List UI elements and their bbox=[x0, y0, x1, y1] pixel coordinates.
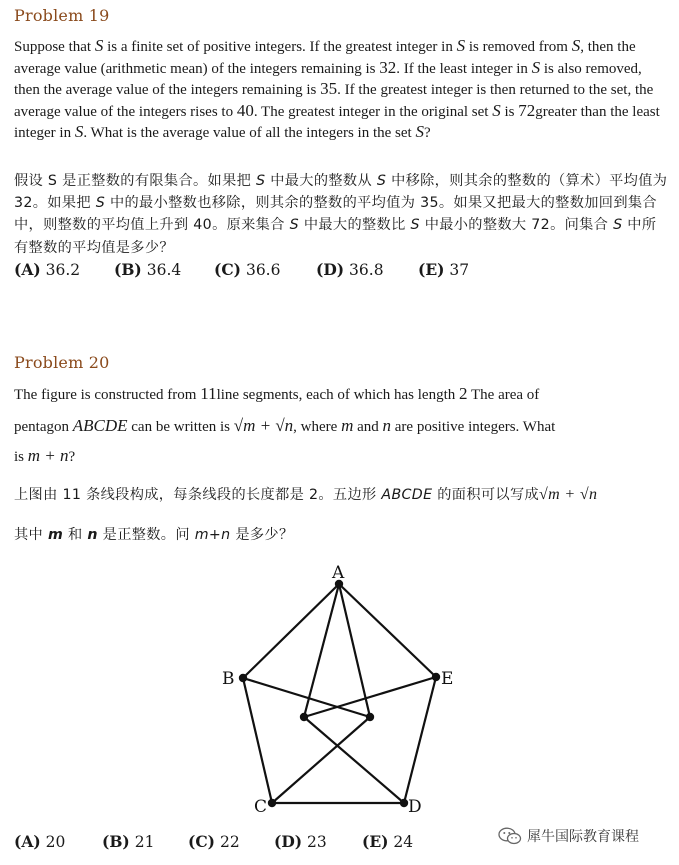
label-c: C bbox=[254, 797, 268, 817]
sqrt-expression: √m + √n bbox=[233, 416, 294, 435]
choice-e: (E) 37 bbox=[418, 260, 470, 279]
point-d bbox=[400, 799, 408, 807]
problem-20-english-line-1: The figure is constructed from 11line segments, each of which has length 2 The area of bbox=[14, 384, 540, 403]
point-b bbox=[239, 674, 247, 682]
segment-a-q bbox=[339, 584, 370, 717]
choice-e: (E) 24 bbox=[362, 832, 414, 851]
segment-bc bbox=[243, 678, 272, 803]
problem-20-english-line-3: is m + n? bbox=[14, 446, 76, 465]
choice-b: (B) 36.4 bbox=[114, 260, 182, 279]
problem-20-english-line-2: pentagon ABCDE can be written is √m + √n, where m and n are positive integers. What bbox=[14, 416, 556, 435]
problem-20-chinese-line-1: 上图由 11 条线段构成，每条线段的长度都是 2。五边形 ABCDE 的面积可以写成√m + √n bbox=[14, 486, 598, 503]
point-e bbox=[432, 673, 440, 681]
problem-20-answer-choices bbox=[14, 832, 413, 851]
point-c bbox=[268, 799, 276, 807]
problem-19-heading: Problem 19 bbox=[14, 6, 110, 25]
segment-ab bbox=[243, 584, 339, 678]
sqrt-expression-cn: √m + √n bbox=[539, 486, 598, 503]
choice-d: (D) 36.8 bbox=[316, 260, 384, 279]
label-a: A bbox=[332, 563, 345, 583]
inner-point-left bbox=[300, 713, 308, 721]
pentagon-figure bbox=[210, 560, 454, 820]
label-d: D bbox=[408, 797, 422, 817]
segment-a-p bbox=[304, 584, 339, 717]
choice-b: (B) 21 bbox=[102, 832, 155, 851]
inner-point-right bbox=[366, 713, 374, 721]
label-e: E bbox=[441, 669, 454, 689]
choice-c: (C) 22 bbox=[188, 832, 240, 851]
label-b: B bbox=[222, 669, 235, 689]
watermark bbox=[498, 826, 639, 846]
segment-ed bbox=[404, 677, 436, 803]
problem-19-english-text: Suppose that S is a finite set of positive integers. If the greatest integer in S is removed from S, then the average value (arithmetic mean) of the integers remaining is 32. If the least integer in S is also removed, then the average value of the integers remaining is 35. If the greatest integer is then returned to the set, the average value of the integers rises to 40. The greatest integer in the original set S is 72greater than the least integer in S. What is the average value of all the integers in the set S? bbox=[14, 36, 660, 142]
choice-c: (C) 36.6 bbox=[214, 260, 281, 279]
choice-d: (D) 23 bbox=[274, 832, 327, 851]
problem-20-chinese-line-2: 其中 m 和 n 是正整数。问 m+n 是多少？ bbox=[14, 527, 294, 543]
watermark-text: 犀牛国际教育课程 bbox=[527, 829, 639, 845]
problem-20-heading: Problem 20 bbox=[14, 353, 110, 372]
problem-19-answer-choices bbox=[14, 260, 469, 279]
segment-e-p bbox=[304, 677, 436, 717]
wechat-icon bbox=[498, 827, 522, 845]
choice-a: (A) 20 bbox=[14, 832, 66, 851]
problem-19-chinese-text: 假设 S 是正整数的有限集合。如果把 S 中最大的整数从 S 中移除，则其余的整数的（算术）平均值为 32。如果把 S 中的最小整数也移除，则其余的整数的平均值为 35。如果又把最大的整数加回到集合中，则整数的平均值上升到 40。原来集合 S 中最大的整数比 S 中最小的整数大 72。问集合 S 中所有整数的平均值是多少？ bbox=[14, 173, 668, 256]
segment-ae bbox=[339, 584, 436, 677]
choice-a: (A) 36.2 bbox=[14, 260, 81, 279]
